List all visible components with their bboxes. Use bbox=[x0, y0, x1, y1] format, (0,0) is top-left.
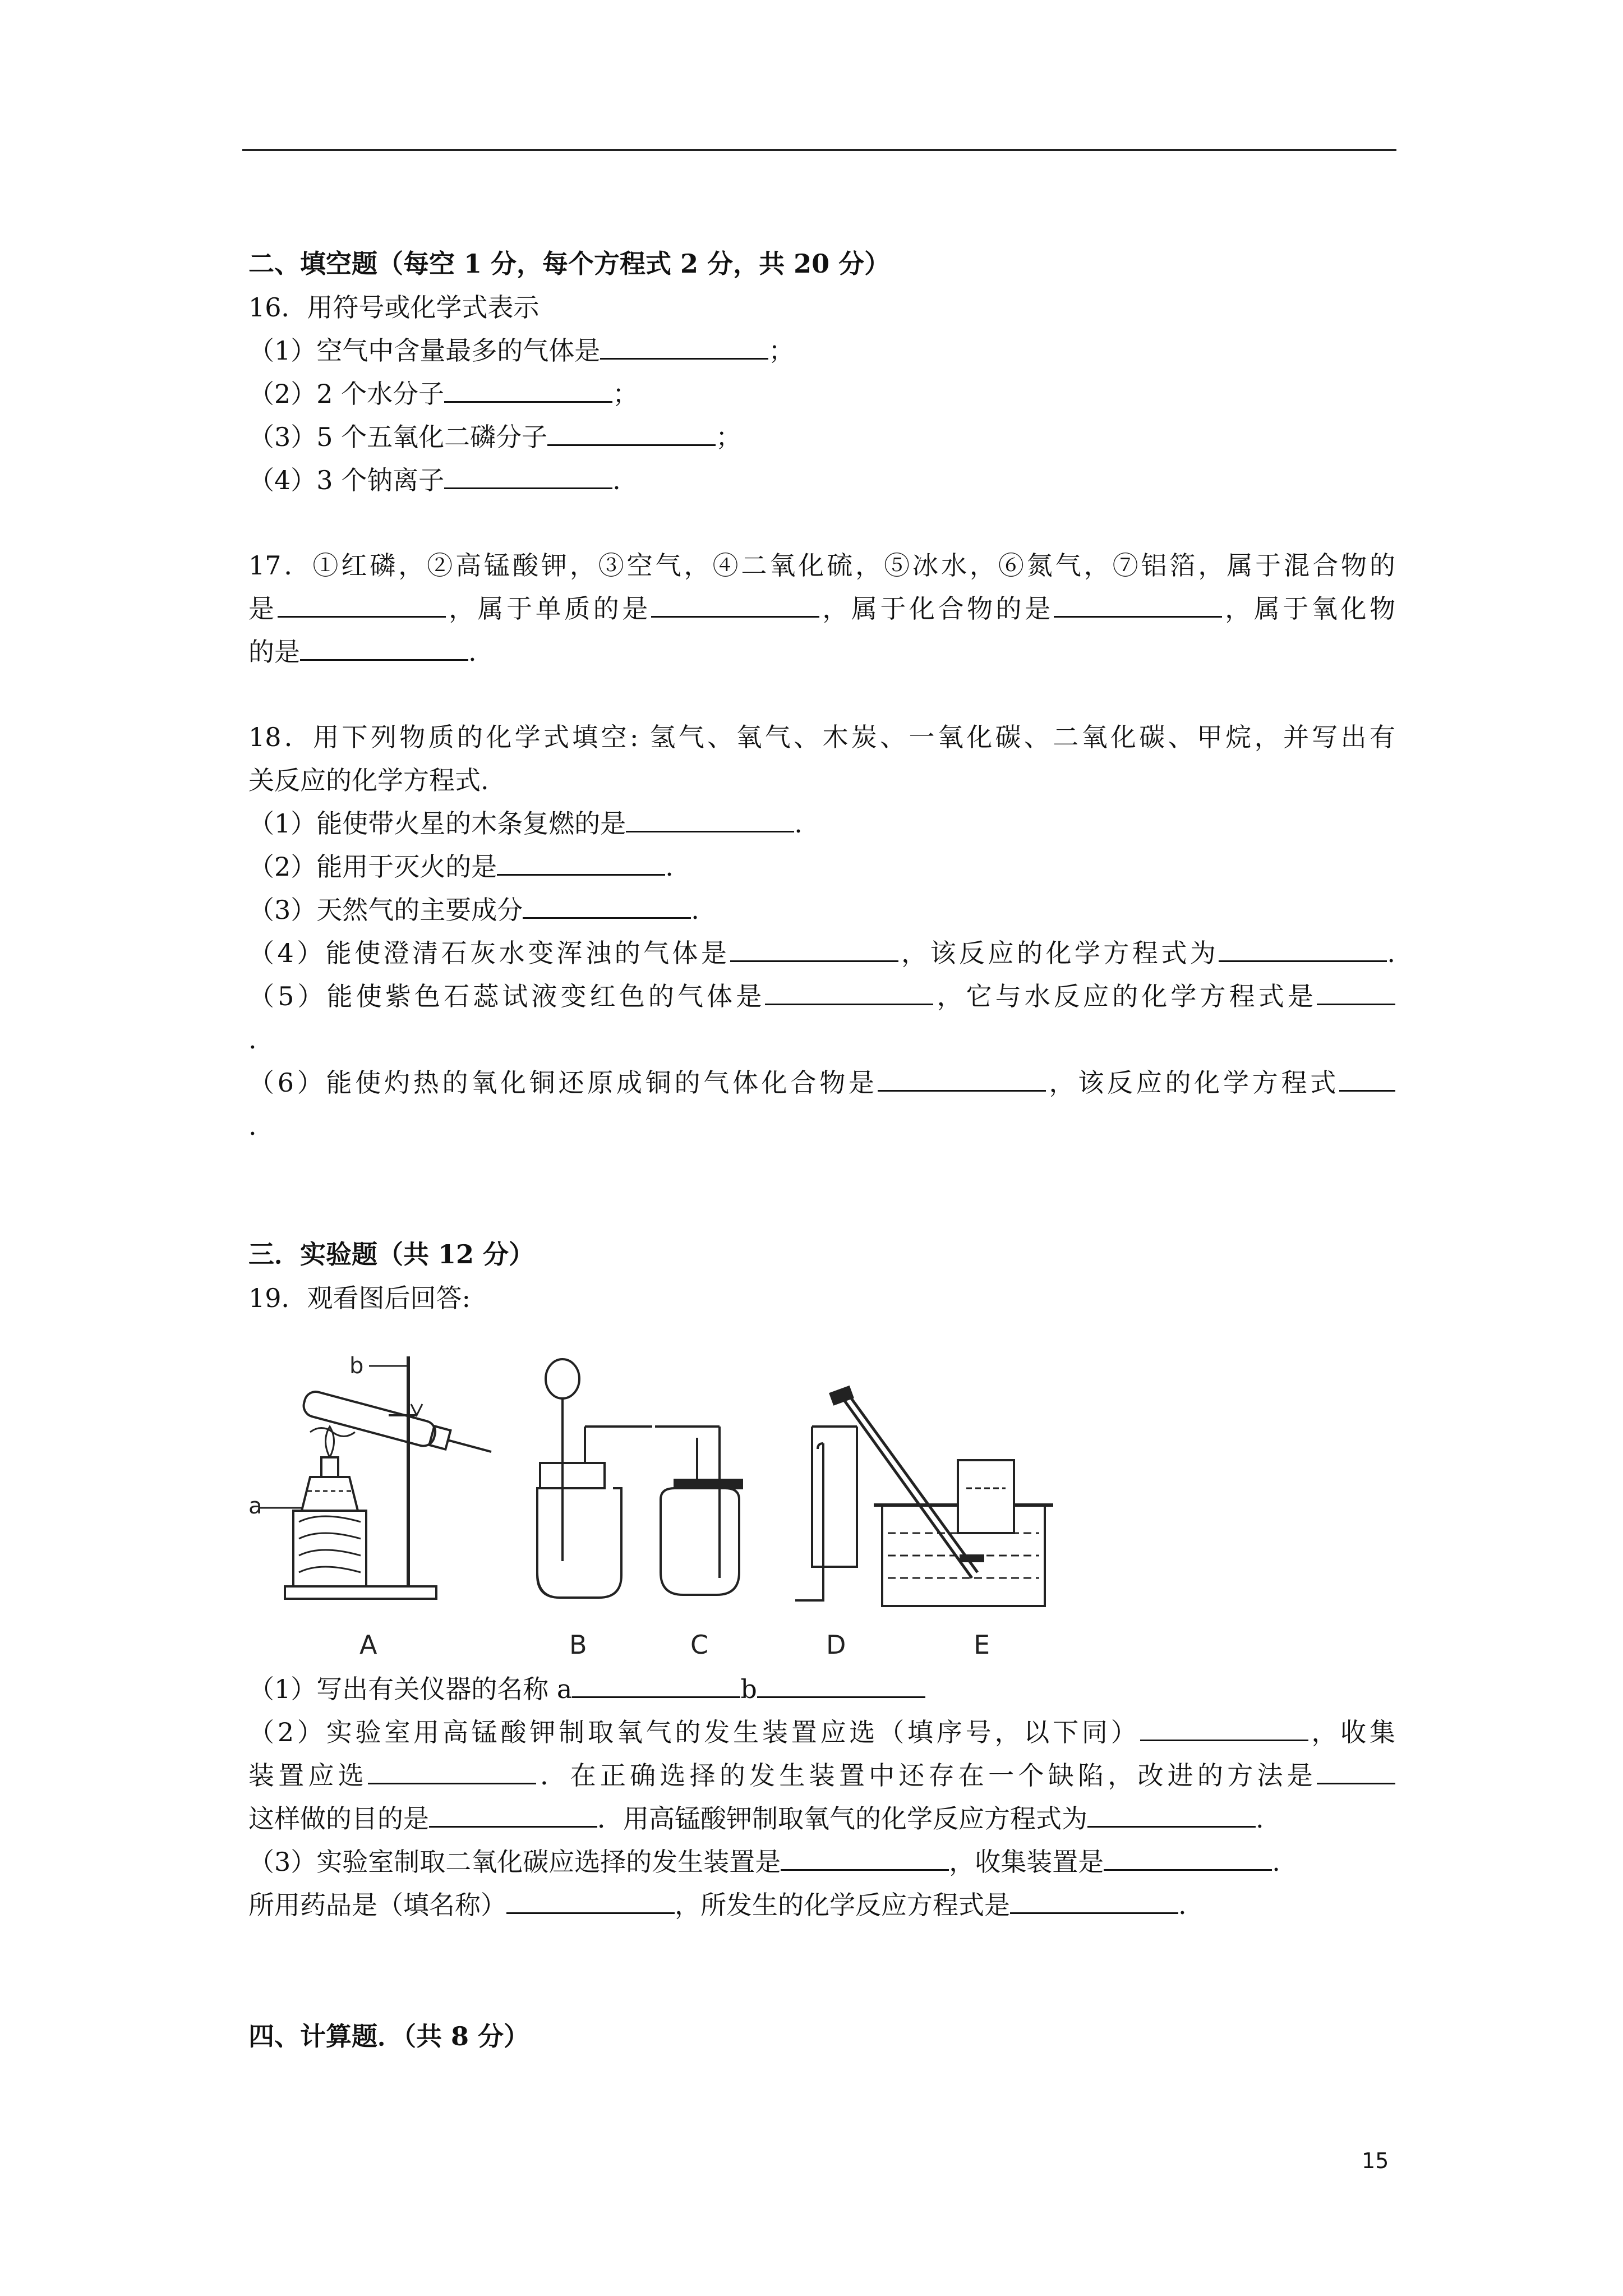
caption-b: B bbox=[569, 1630, 587, 1660]
q19-stem: 19．观看图后回答: bbox=[248, 1283, 471, 1313]
caption-a: A bbox=[359, 1630, 377, 1660]
q19-part-2-line-1: （2）实验室用高锰酸钾制取氧气的发生装置应选（填序号，以下同） ，收集 bbox=[248, 1711, 1395, 1754]
apparatus-c bbox=[655, 1427, 742, 1595]
answer-blank[interactable] bbox=[506, 1887, 675, 1914]
apparatus-b bbox=[537, 1359, 652, 1598]
q18-line-2: 关反应的化学方程式. bbox=[248, 765, 489, 795]
answer-blank[interactable] bbox=[368, 1757, 536, 1784]
q19-part-2-line-3: 这样做的目的是 ．用高锰酸钾制取氧气的化学反应方程式为 . bbox=[248, 1797, 1395, 1841]
apparatus-d bbox=[795, 1427, 857, 1600]
section2-title: 二、填空题（每空 1 分，每个方程式 2 分，共 20 分） bbox=[248, 249, 891, 279]
q17-line-1: 17．①红磷，②高锰酸钾，③空气，④二氧化硫，⑤冰水，⑥氮气，⑦铝箔，属于混合物的 bbox=[248, 550, 1395, 581]
answer-blank[interactable] bbox=[1054, 590, 1222, 618]
q16-item-1: （1）空气中含量最多的气体是 ； bbox=[248, 329, 1395, 372]
q18-item-3: （3）天然气的主要成分 . bbox=[248, 889, 1395, 932]
q19-part-3-line-1: （3）实验室制取二氧化碳应选择的发生装置是 ，收集装置是 . bbox=[248, 1841, 1395, 1884]
q19-part-3-line-2: 所用药品是（填名称） ，所发生的化学反应方程式是 . bbox=[248, 1884, 1395, 1927]
q18-item-2: （2）能用于灭火的是 . bbox=[248, 845, 1395, 889]
label-b: b bbox=[349, 1353, 364, 1379]
answer-blank[interactable] bbox=[444, 462, 612, 489]
q18-line-1: 18．用下列物质的化学式填空: 氢气、氧气、木炭、一氧化碳、二氧化碳、甲烷，并写出有 bbox=[248, 722, 1395, 752]
answer-blank[interactable] bbox=[278, 590, 446, 618]
caption-c: C bbox=[690, 1630, 709, 1660]
answer-blank[interactable] bbox=[523, 891, 691, 919]
answer-blank[interactable] bbox=[429, 1800, 597, 1828]
answer-blank[interactable] bbox=[600, 332, 768, 360]
section3-title: 三．实验题（共 12 分） bbox=[248, 1239, 535, 1269]
q17-line-3: 的是 . bbox=[248, 631, 1395, 674]
q17-line-2: 是 ，属于单质的是 ，属于化合物的是 ，属于氧化物 bbox=[248, 587, 1395, 631]
answer-blank[interactable] bbox=[1087, 1800, 1256, 1828]
apparatus-a bbox=[260, 1356, 495, 1599]
answer-blank[interactable] bbox=[547, 418, 716, 446]
answer-blank[interactable] bbox=[1339, 1064, 1395, 1092]
q18-item-6-end: . bbox=[248, 1111, 257, 1141]
answer-blank[interactable] bbox=[1317, 1757, 1395, 1784]
q18-item-4: （4）能使澄清石灰水变浑浊的气体是 ，该反应的化学方程式为 . bbox=[248, 932, 1395, 975]
q19-part-1: （1）写出有关仪器的名称 a b bbox=[248, 1668, 1395, 1711]
answer-blank[interactable] bbox=[1219, 935, 1387, 962]
page-number: 15 bbox=[1362, 2148, 1389, 2173]
apparatus-figure bbox=[248, 1320, 1258, 1668]
q18-item-5: （5）能使紫色石蕊试液变红色的气体是 ，它与水反应的化学方程式是 bbox=[248, 975, 1395, 1018]
answer-blank[interactable] bbox=[1010, 1887, 1178, 1914]
q16-item-3: （3）5 个五氧化二磷分子 ； bbox=[248, 416, 1395, 459]
answer-blank[interactable] bbox=[651, 590, 819, 618]
caption-d: D bbox=[826, 1630, 846, 1660]
header-rule bbox=[242, 149, 1396, 151]
answer-blank[interactable] bbox=[444, 375, 612, 403]
section4-title: 四、计算题．（共 8 分） bbox=[248, 2021, 530, 2051]
label-a: a bbox=[248, 1493, 262, 1519]
answer-blank[interactable] bbox=[757, 1671, 925, 1698]
apparatus-e bbox=[831, 1387, 1053, 1606]
caption-e: E bbox=[974, 1630, 990, 1660]
answer-blank[interactable] bbox=[626, 805, 794, 832]
answer-blank[interactable] bbox=[572, 1671, 740, 1698]
answer-blank[interactable] bbox=[878, 1064, 1046, 1092]
answer-blank[interactable] bbox=[1317, 978, 1395, 1005]
answer-blank[interactable] bbox=[497, 848, 665, 876]
q16-item-4: （4）3 个钠离子 . bbox=[248, 459, 1395, 502]
q16-item-2: （2）2 个水分子 ； bbox=[248, 372, 1395, 416]
document-body bbox=[248, 241, 1395, 2059]
answer-blank[interactable] bbox=[300, 633, 468, 661]
q16-stem: 16．用符号或化学式表示 bbox=[248, 292, 540, 323]
answer-blank[interactable] bbox=[730, 935, 898, 962]
apparatus-diagram bbox=[248, 1320, 1395, 1668]
q18-item-5-end: . bbox=[248, 1024, 257, 1055]
q19-part-2-line-2: 装置应选 ．在正确选择的发生装置中还存在一个缺陷，改进的方法是 bbox=[248, 1754, 1395, 1797]
answer-blank[interactable] bbox=[781, 1843, 949, 1871]
q18-item-6: （6）能使灼热的氧化铜还原成铜的气体化合物是 ，该反应的化学方程式 bbox=[248, 1061, 1395, 1105]
answer-blank[interactable] bbox=[765, 978, 933, 1005]
q18-item-1: （1）能使带火星的木条复燃的是 . bbox=[248, 802, 1395, 845]
answer-blank[interactable] bbox=[1104, 1843, 1272, 1871]
answer-blank[interactable] bbox=[1140, 1714, 1308, 1741]
